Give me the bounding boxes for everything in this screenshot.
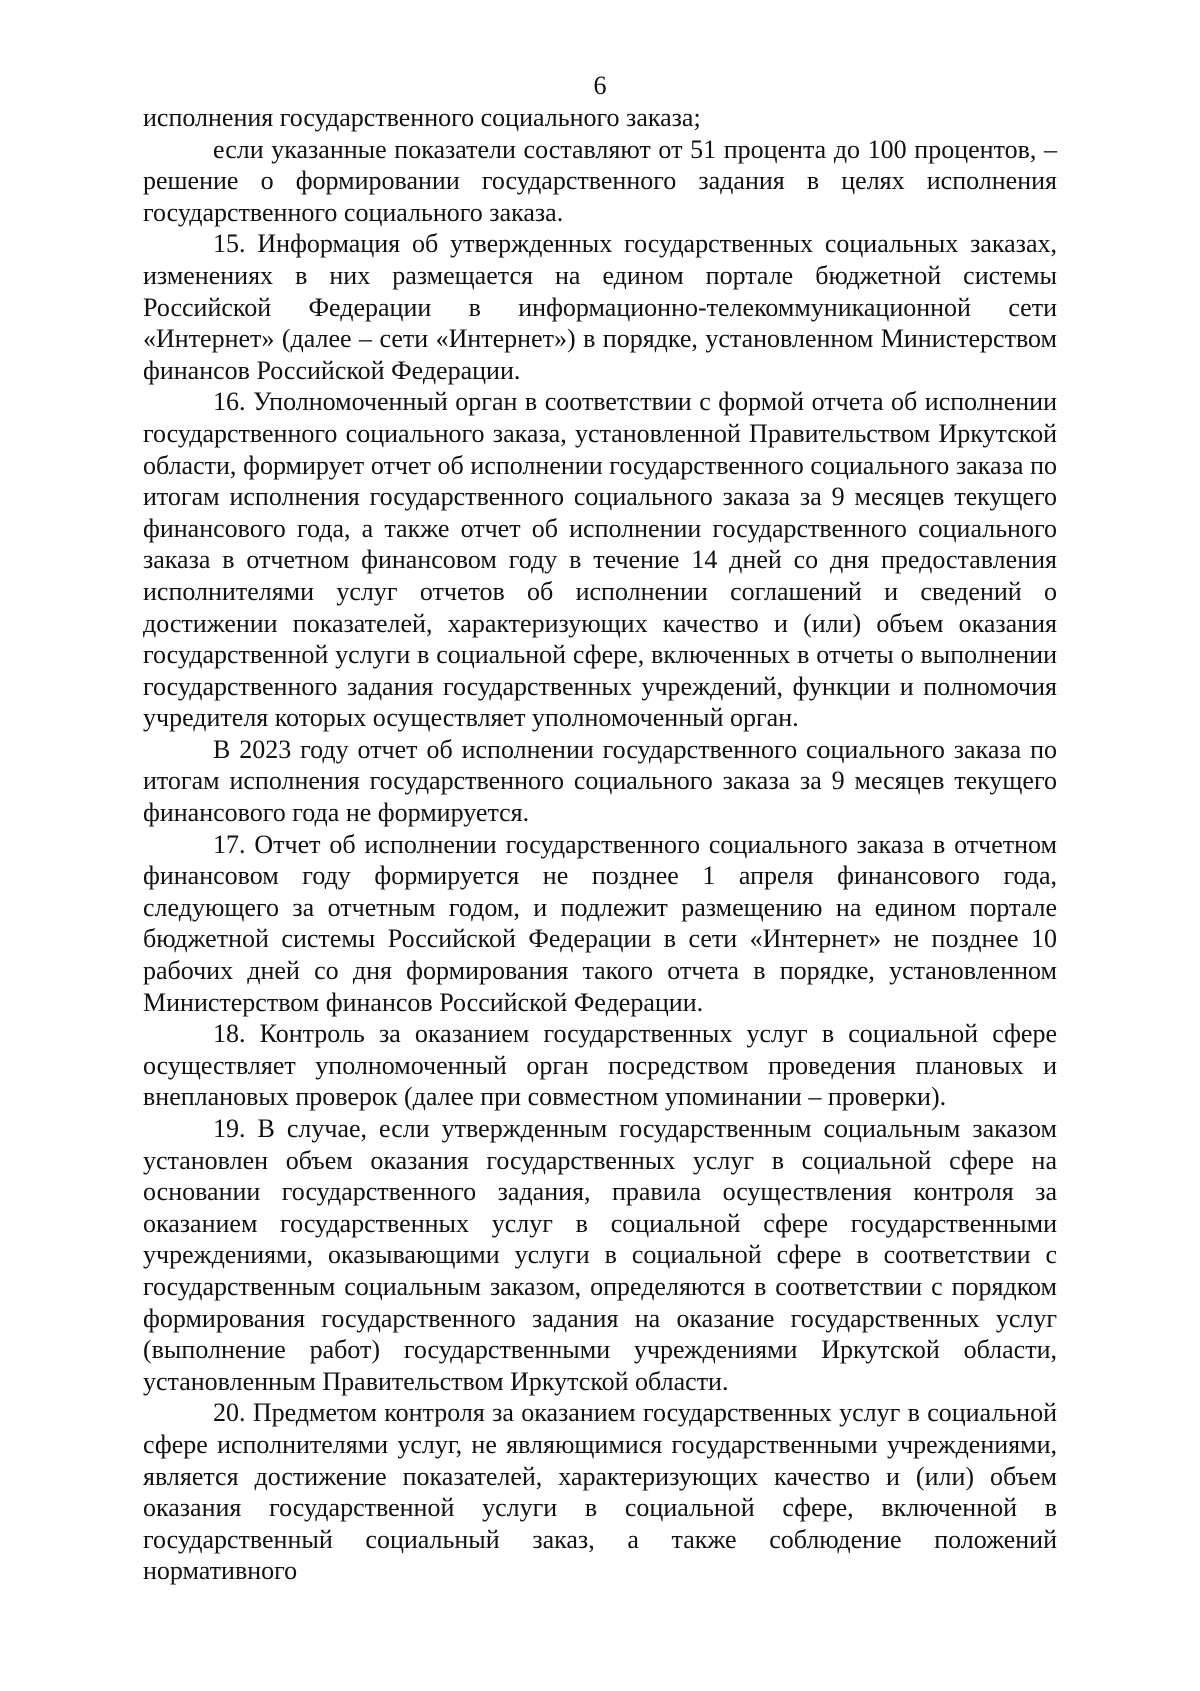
paragraph-19: 19. В случае, если утвержденным государственным социальным заказом установлен объем оказания государственных услуг в социальной сфере на основании государственного задания, правила осуществления контроля за оказанием государственных услуг в социальной сфере государственными учреждениями, оказывающими услуги в социальной сфере в соответствии с государственным социальным заказом, определяются в соответствии с порядком формирования государственного задания на оказание государственных услуг (выполнение работ) государственными учреждениями Иркутской области, установленным Правительством Иркутской области. <box>143 1114 1057 1396</box>
paragraph-indicators-51-100: если указанные показатели составляют от 51 процента до 100 процентов, – решение о формировании государственного задания в целях исполнения государственного социального заказа. <box>143 134 1057 227</box>
paragraph-continuation: исполнения государственного социального заказа; <box>143 103 701 132</box>
document-body <box>143 102 1057 1587</box>
page-number: 6 <box>593 71 607 100</box>
paragraph-16: 16. Уполномоченный орган в соответствии с формой отчета об исполнении государственного социального заказа, установленной Правительством Иркутской области, формирует отчет об исполнении государственного социального заказа по итогам исполнения государственного социального заказа за 9 месяцев текущего финансового года, а также отчет об исполнении государственного социального заказа в отчетном финансовом году в течение 14 дней со дня предоставления исполнителями услуг отчетов об исполнении соглашений и сведений о достижении показателей, характеризующих качество и (или) объем оказания государственной услуги в социальной сфере, включенных в отчеты о выполнении государственного задания государственных учреждений, функции и полномочия учредителя которых осуществляет уполномоченный орган. <box>143 387 1057 733</box>
paragraph-17: 17. Отчет об исполнении государственного социального заказа в отчетном финансовом году формируется не позднее 1 апреля финансового года, следующего за отчетным годом, и подлежит размещению на едином портале бюджетной системы Российской Федерации в сети «Интернет» не позднее 10 рабочих дней со дня формирования такого отчета в порядке, установленном Министерством финансов Российской Федерации. <box>143 829 1057 1017</box>
paragraph-18: 18. Контроль за оказанием государственных услуг в социальной сфере осуществляет уполномоченный орган посредством проведения плановых и внеплановых проверок (далее при совместном упоминании – проверки). <box>143 1019 1057 1112</box>
paragraph-2023: В 2023 году отчет об исполнении государственного социального заказа по итогам исполнения государственного социального заказа за 9 месяцев текущего финансового года не формируется. <box>143 734 1057 828</box>
paragraph-20: 20. Предметом контроля за оказанием государственных услуг в социальной сфере исполнителями услуг, не являющимися государственными учреждениями, является достижение показателей, характеризующих качество и (или) объем оказания государственной услуги в социальной сфере, включенной в государственный социальный заказ, а также соблюдение положений нормативного <box>143 1398 1057 1586</box>
paragraph-15: 15. Информация об утвержденных государственных социальных заказах, изменениях в них размещается на едином портале бюджетной системы Российской Федерации в информационно-телекоммуникационной сети «Интернет» (далее – сети «Интернет») в порядке, установленном Министерством финансов Российской Федерации. <box>143 229 1057 385</box>
